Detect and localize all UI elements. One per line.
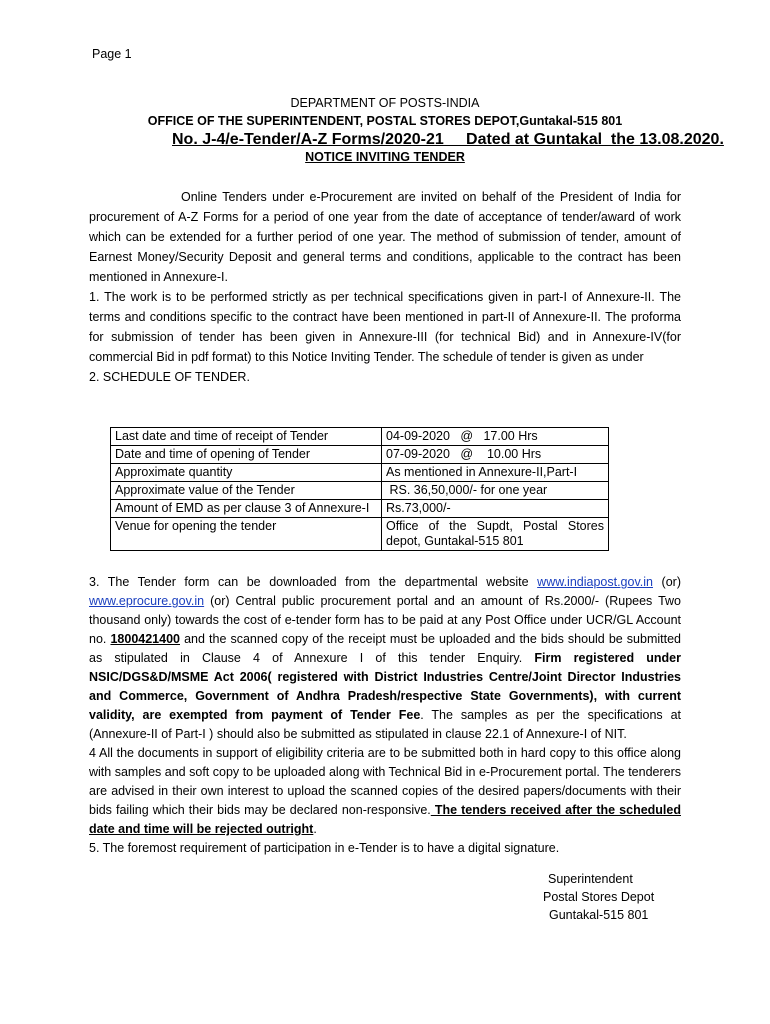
schedule-value: 04-09-2020 @ 17.00 Hrs — [382, 428, 609, 446]
schedule-label: Approximate value of the Tender — [111, 482, 382, 500]
schedule-label: Approximate quantity — [111, 464, 382, 482]
paragraph-2: 2. SCHEDULE OF TENDER. — [89, 370, 250, 384]
table-row — [111, 518, 609, 551]
indiapost-link[interactable]: www.indiapost.gov.in — [537, 575, 653, 589]
body-text-bottom — [89, 573, 681, 858]
signature-line-3: Guntakal-515 801 — [549, 908, 649, 922]
page-number: Page 1 — [92, 47, 132, 61]
schedule-value: As mentioned in Annexure-II,Part-I — [382, 464, 609, 482]
signature-line-1: Superintendent — [548, 872, 633, 886]
schedule-value: Rs.73,000/- — [382, 500, 609, 518]
p4-text-a: 4 All the documents in support of eligibility criteria are to be submitted both in hard copy to this office along with samples and soft copy to be uploaded along with Technical Bid in e-Procurement portal. The tenderers are advised in their own interest to upload the scanned copies of the desired papers/documents with their bids failing which their bids may be declared non-responsive. — [89, 746, 681, 817]
table-row — [111, 464, 609, 482]
intro-paragraph: Online Tenders under e-Procurement are invited on behalf of the President of India for procurement of A-Z Forms for a period of one year from the date of acceptance of tender/award of work which can be extended for a further period of one year. The method of submission of tender, amount of Earnest Money/Security Deposit and general terms and conditions, applicable to the contract has been mentioned in Annexure-I. — [89, 190, 681, 284]
office-heading: OFFICE OF THE SUPERINTENDENT, POSTAL STORES DEPOT,Guntakal-515 801 — [147, 114, 623, 128]
signature-line-2: Postal Stores Depot — [543, 890, 655, 904]
department-heading: DEPARTMENT OF POSTS-INDIA — [290, 96, 480, 110]
p3-text-a: 3. The Tender form can be downloaded from the departmental website — [89, 575, 538, 589]
schedule-value: 07-09-2020 @ 10.00 Hrs — [382, 446, 609, 464]
p3-text-d: and the scanned copy of the receipt must be uploaded and the bids should be submitted as stipulated in Clause 4 of Annexure I of this tender Enquiry. — [89, 632, 681, 665]
table-row — [111, 482, 609, 500]
notice-title: NOTICE INVITING TENDER — [305, 150, 465, 164]
schedule-label: Last date and time of receipt of Tender — [111, 428, 382, 446]
paragraph-3 — [89, 573, 681, 744]
body-text-top — [89, 187, 681, 387]
table-row — [111, 428, 609, 446]
p4-rejection-note: The tenders received after the scheduled date and time will be rejected outright — [89, 803, 681, 836]
schedule-table — [110, 427, 609, 551]
p4-text-b: . — [313, 822, 317, 836]
schedule-label: Amount of EMD as per clause 3 of Annexure-I — [111, 500, 382, 518]
schedule-label: Venue for opening the tender — [111, 518, 382, 551]
schedule-value: Office of the Supdt, Postal Stores depot, Guntakal-515 801 — [382, 518, 609, 551]
account-number: 1800421400 — [110, 632, 180, 646]
p3-text-b: (or) — [652, 575, 681, 589]
p3-text-e: . The samples as per the specifications at (Annexure-II of Part-I ) should also be submitted as stipulated in clause 22.1 of Annexure-I of NIT. — [89, 708, 681, 741]
schedule-label: Date and time of opening of Tender — [111, 446, 382, 464]
reference-line: No. J-4/e-Tender/A-Z Forms/2020-21 Dated at Guntakal the 13.08.2020. — [172, 131, 724, 148]
p3-text-c: (or) Central public procurement portal and an amount of Rs.2000/- (Rupees Two thousand only) towards the cost of e-tender form has to be paid at any Post Office under UCR/GL Account no. — [89, 594, 681, 646]
table-row — [111, 446, 609, 464]
paragraph-5: 5. The foremost requirement of participation in e-Tender is to have a digital signature. — [89, 841, 560, 855]
table-row — [111, 500, 609, 518]
paragraph-1: 1. The work is to be performed strictly as per technical specifications given in part-I of Annexure-II. The terms and conditions specific to the contract have been mentioned in part-II of Annexure-II. The proforma for submission of tender has been given in Annexure-III (for technical Bid) and in Annexure-IV(for commercial Bid in pdf format) to this Notice Inviting Tender. The schedule of tender is given as under — [89, 290, 681, 364]
p3-exemption: Firm registered under NSIC/DGS&D/MSME Act 2006( registered with District Industries Centre/Joint Director Industries and Commerce, Government of Andhra Pradesh/respective State Governments), with current validity, are exempted from payment of Tender Fee — [89, 651, 681, 722]
paragraph-4 — [89, 744, 681, 839]
schedule-value: RS. 36,50,000/- for one year — [382, 482, 609, 500]
eprocure-link[interactable]: www.eprocure.gov.in — [89, 594, 205, 608]
